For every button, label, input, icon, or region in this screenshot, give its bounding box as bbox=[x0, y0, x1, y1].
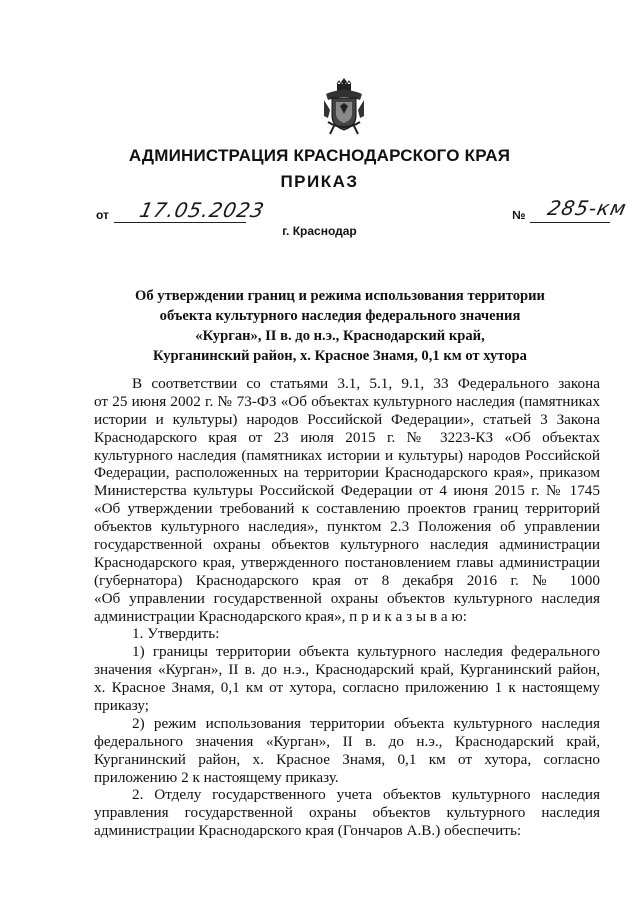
body-line: от 25 июня 2002 г. № 73-ФЗ «Об объектах культурного наследия (памятниках bbox=[94, 392, 600, 410]
coat-of-arms-icon bbox=[322, 76, 366, 136]
body-line: 2. Отделу государственного учета объектов культурного наследия bbox=[132, 786, 600, 804]
subject-line: «Курган», II в. до н.э., Краснодарский край, bbox=[195, 328, 485, 344]
body-line: 1) границы территории объекта культурного наследия федерального bbox=[132, 643, 600, 661]
body-line: объектов культурного наследия», пунктом 2.3 Положения об управлении bbox=[94, 518, 600, 536]
body-line: (губернатора) Краснодарского края от 8 декабря 2016 г. № 1000 bbox=[94, 571, 600, 589]
body-line: управления государственной охраны объектов культурного наследия bbox=[94, 804, 600, 822]
order-body bbox=[94, 375, 600, 840]
subject-line: Курганинский район, х. Красное Знамя, 0,1 км от хутора bbox=[153, 348, 527, 364]
date-underline bbox=[114, 222, 246, 223]
body-line: приказу; bbox=[94, 697, 150, 715]
body-line: истории и культуры) народов Российской Федерации», статьей 3 Закона bbox=[94, 410, 600, 428]
body-line: «Об утверждении требований к составлению проектов границ территорий bbox=[94, 500, 600, 518]
body-line: В соответствии со статьями 3.1, 5.1, 9.1, 33 Федерального закона bbox=[132, 375, 600, 392]
body-line: государственной охраны объектов культурного наследия администрации bbox=[94, 536, 600, 554]
subject-line: объекта культурного наследия федерального значения bbox=[159, 308, 521, 324]
body-line: Министерства культуры Российской Федерации от 4 июня 2015 г. № 1745 bbox=[94, 482, 600, 500]
agency-title: АДМИНИСТРАЦИЯ КРАСНОДАРСКОГО КРАЯ bbox=[128, 146, 511, 165]
body-line: 1. Утвердить: bbox=[132, 625, 220, 643]
body-line: Курганинский район, х. Красное Знамя, 0,1 км от хутора, согласно bbox=[94, 750, 600, 768]
date-label: от bbox=[96, 208, 109, 222]
body-line: значения «Курган», II в. до н.э., Краснодарский край, Курганинский район, bbox=[94, 661, 600, 679]
number-label: № bbox=[512, 208, 526, 222]
body-line: Краснодарского края от 23 июля 2015 г. № 3223-КЗ «Об объектах bbox=[94, 428, 600, 446]
body-line: Краснодарского края, утвержденного постановлением главы администрации bbox=[94, 553, 600, 571]
body-line: 2) режим использования территории объекта культурного наследия bbox=[132, 714, 600, 732]
order-subject bbox=[120, 286, 560, 366]
body-line: федерального значения «Курган», II в. до н.э., Краснодарский край, bbox=[94, 732, 600, 750]
document-type: ПРИКАЗ bbox=[280, 172, 359, 191]
body-line: Федерации, расположенных на территории Краснодарского края», приказом bbox=[94, 464, 600, 482]
body-line: «Об управлении государственной охраны объектов культурного наследия bbox=[94, 589, 600, 607]
handwritten-number: 285-км bbox=[545, 196, 630, 220]
body-line: приложению 2 к настоящему приказу. bbox=[94, 768, 339, 786]
subject-line: Об утверждении границ и режима использования территории bbox=[135, 288, 545, 304]
body-line: администрации Краснодарского края», п р и к а з ы в а ю: bbox=[94, 607, 467, 625]
city: г. Краснодар bbox=[282, 224, 357, 238]
number-underline bbox=[530, 222, 610, 223]
body-line: культурного наследия (памятниках истории и культуры) народов Российской bbox=[94, 446, 600, 464]
body-line: администрации Краснодарского края (Гончаров А.В.) обеспечить: bbox=[94, 822, 522, 840]
handwritten-date: 17.05.2023 bbox=[137, 198, 268, 222]
body-line: х. Красное Знамя, 0,1 км от хутора, согласно приложению 1 к настоящему bbox=[94, 679, 600, 697]
